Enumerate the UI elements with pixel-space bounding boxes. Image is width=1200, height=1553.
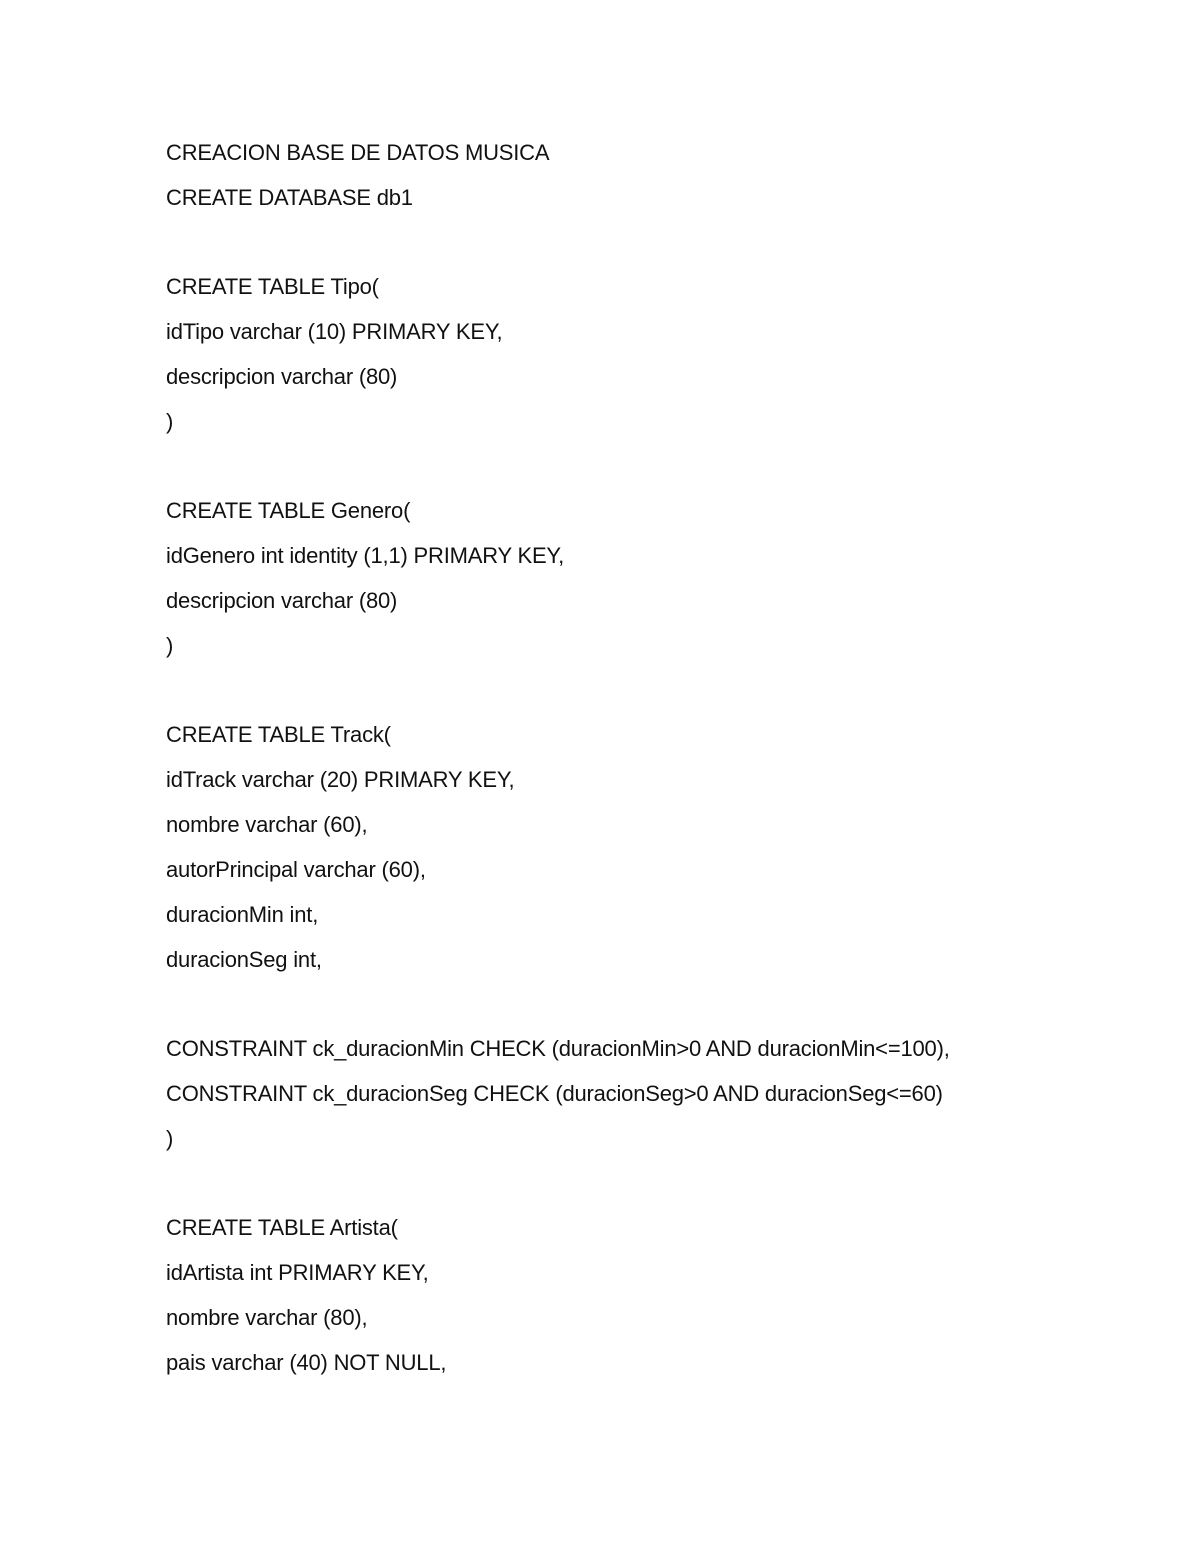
document-body bbox=[166, 134, 1146, 1389]
code-line: ) bbox=[166, 1126, 174, 1151]
blank-line bbox=[166, 1165, 1146, 1209]
code-line: ) bbox=[166, 409, 174, 434]
document-title: CREACION BASE DE DATOS MUSICA bbox=[166, 140, 550, 165]
code-line: pais varchar (40) NOT NULL, bbox=[166, 1350, 447, 1375]
code-line: idTipo varchar (10) PRIMARY KEY, bbox=[166, 319, 503, 344]
blank-line bbox=[166, 448, 1146, 492]
code-line: nombre varchar (60), bbox=[166, 812, 368, 837]
blank-line bbox=[166, 224, 1146, 268]
blank-line bbox=[166, 672, 1146, 716]
code-line: idGenero int identity (1,1) PRIMARY KEY, bbox=[166, 543, 564, 568]
code-line: CREATE TABLE Genero( bbox=[166, 498, 411, 523]
code-line: idTrack varchar (20) PRIMARY KEY, bbox=[166, 767, 515, 792]
code-line: CREATE TABLE Tipo( bbox=[166, 274, 379, 299]
code-line: CREATE TABLE Track( bbox=[166, 722, 391, 747]
code-line: ) bbox=[166, 633, 174, 658]
code-line: duracionSeg int, bbox=[166, 947, 322, 972]
code-line: CONSTRAINT ck_duracionSeg CHECK (duracionSeg>0 AND duracionSeg<=60) bbox=[166, 1081, 943, 1106]
code-line: CONSTRAINT ck_duracionMin CHECK (duracionMin>0 AND duracionMin<=100), bbox=[166, 1036, 950, 1061]
code-line: CREATE TABLE Artista( bbox=[166, 1215, 398, 1240]
code-line: duracionMin int, bbox=[166, 902, 319, 927]
blank-line bbox=[166, 986, 1146, 1030]
code-line: descripcion varchar (80) bbox=[166, 588, 398, 613]
code-line: idArtista int PRIMARY KEY, bbox=[166, 1260, 429, 1285]
code-line: descripcion varchar (80) bbox=[166, 364, 398, 389]
code-line: CREATE DATABASE db1 bbox=[166, 185, 413, 210]
code-line: autorPrincipal varchar (60), bbox=[166, 857, 426, 882]
code-line: nombre varchar (80), bbox=[166, 1305, 368, 1330]
